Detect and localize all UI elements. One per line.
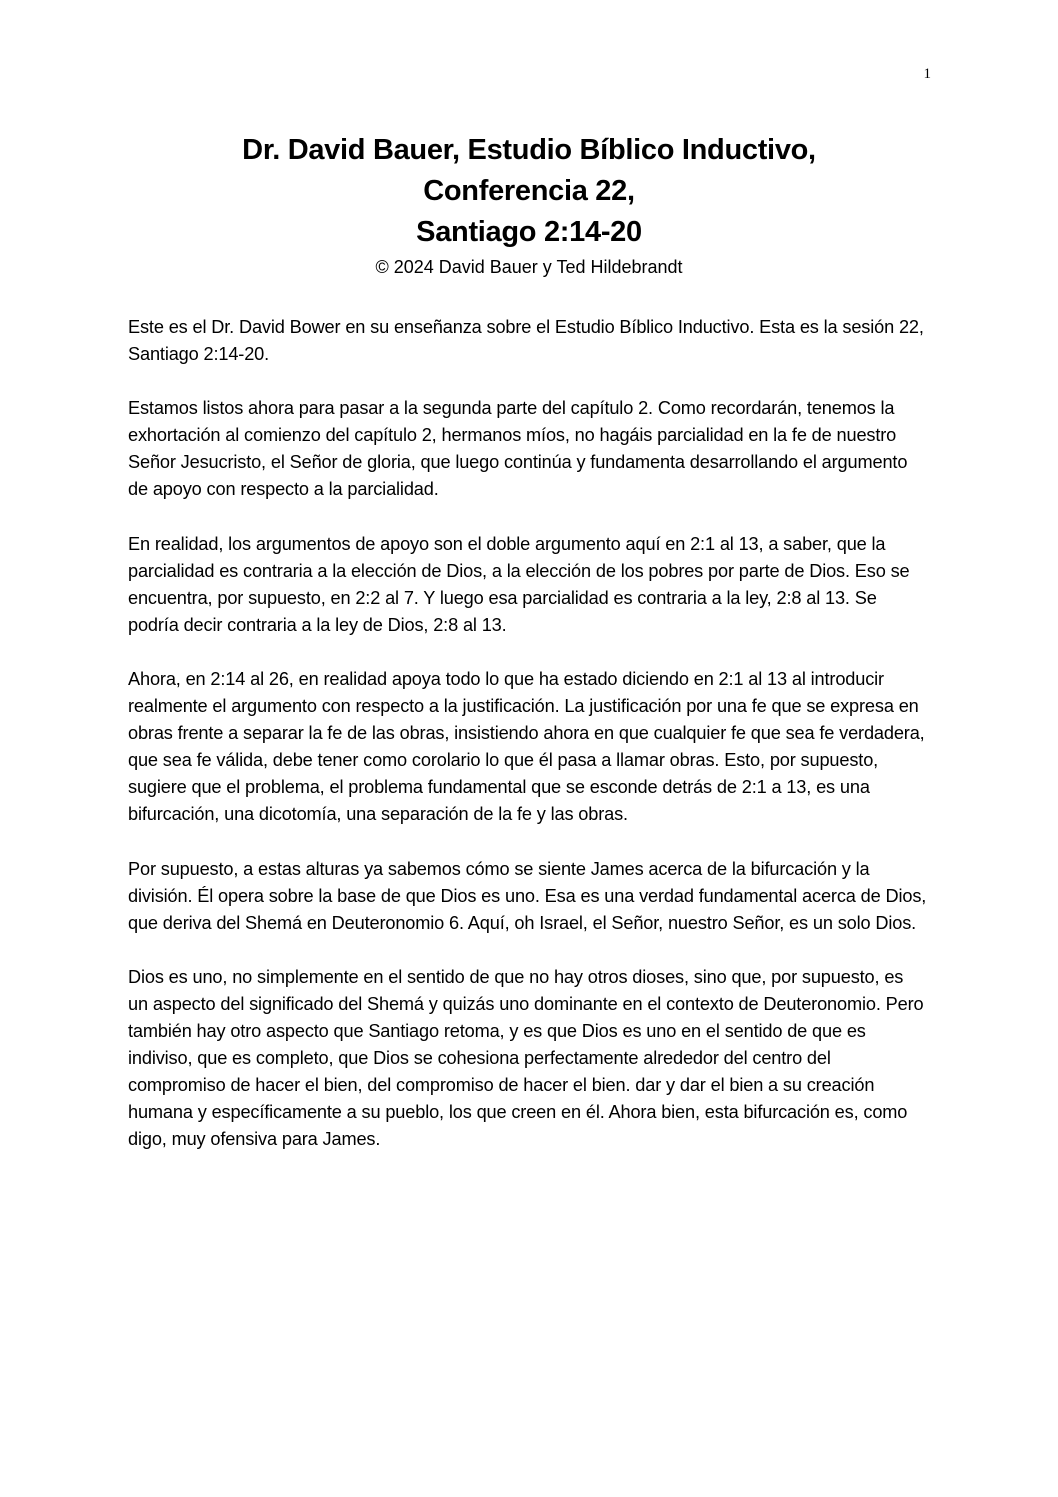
intro-paragraph	[128, 314, 928, 368]
body-paragraph-4: Por supuesto, a estas alturas ya sabemos cómo se siente James acerca de la bifurcación y la división. Él opera sobre la base de que Dios es uno. Esa es una verdad fundamental acerca de Dios, que deriva del Shemá en Deuteronomio 6. Aquí, oh Israel, el Señor, nuestro Señor, es un solo Dios.	[128, 858, 927, 933]
intro-line-1: Este es el Dr. David Bower en su enseñanza sobre el Estudio Bíblico Inductivo. Esta es la sesión 22,	[128, 317, 924, 337]
intro-line-2: Santiago 2:14-20.	[128, 344, 270, 365]
page-number: 1	[923, 66, 931, 82]
body-paragraph-3: Ahora, en 2:14 al 26, en realidad apoya todo lo que ha estado diciendo en 2:1 al 13 al introducir realmente el argumento con respecto a la justificación. La justificación por una fe que se expresa en obras frente a separar la fe de las obras, insistiendo ahora en que cualquier fe que sea fe verdadera, que sea fe válida, debe tener como corolario lo que él pasa a llamar obras. Esto, por supuesto, sugiere que el problema, el problema fundamental que se esconde detrás de 2:1 a 13, es una bifurcación, una dicotomía, una separación de la fe y las obras.	[128, 668, 925, 825]
document-header	[0, 130, 1058, 280]
document-title-line-1: Dr. David Bauer, Estudio Bíblico Inductivo,	[242, 134, 816, 166]
document-title-line-2: Conferencia 22,	[423, 175, 635, 207]
body-paragraph-2: En realidad, los argumentos de apoyo son el doble argumento aquí en 2:1 al 13, a saber, que la parcialidad es contraria a la elección de Dios, a la elección de los pobres por parte de Dios. Eso se encuentra, por supuesto, en 2:2 al 7. Y luego esa parcialidad es contraria a la ley, 2:8 al 13. Se podría decir contraria a la ley de Dios, 2:8 al 13.	[128, 533, 910, 635]
copyright-notice: © 2024 David Bauer y Ted Hildebrandt	[375, 257, 683, 277]
body-paragraph-5: Dios es uno, no simplemente en el sentido de que no hay otros dioses, sino que, por supuesto, es un aspecto del significado del Shemá y quizás uno dominante en el contexto de Deuteronomio. Pero también hay otro aspecto que Santiago retoma, y es que Dios es uno en el sentido de que es indiviso, que es completo, que Dios se cohesiona perfectamente alrededor del centro del compromiso de hacer el bien, del compromiso de hacer el bien. dar y dar el bien a su creación humana y específicamente a su pueblo, los que creen en él. Ahora bien, esta bifurcación es, como digo, muy ofensiva para James.	[128, 966, 924, 1150]
document-body	[128, 314, 928, 1180]
body-paragraph-1: Estamos listos ahora para pasar a la segunda parte del capítulo 2. Como recordarán, tenemos la exhortación al comienzo del capítulo 2, hermanos míos, no hagáis parcialidad en la fe de nuestro Señor Jesucristo, el Señor de gloria, que luego continúa y fundamenta desarrollando el argumento de apoyo con respecto a la parcialidad.	[128, 398, 908, 500]
document-title-line-3: Santiago 2:14-20	[416, 216, 642, 248]
